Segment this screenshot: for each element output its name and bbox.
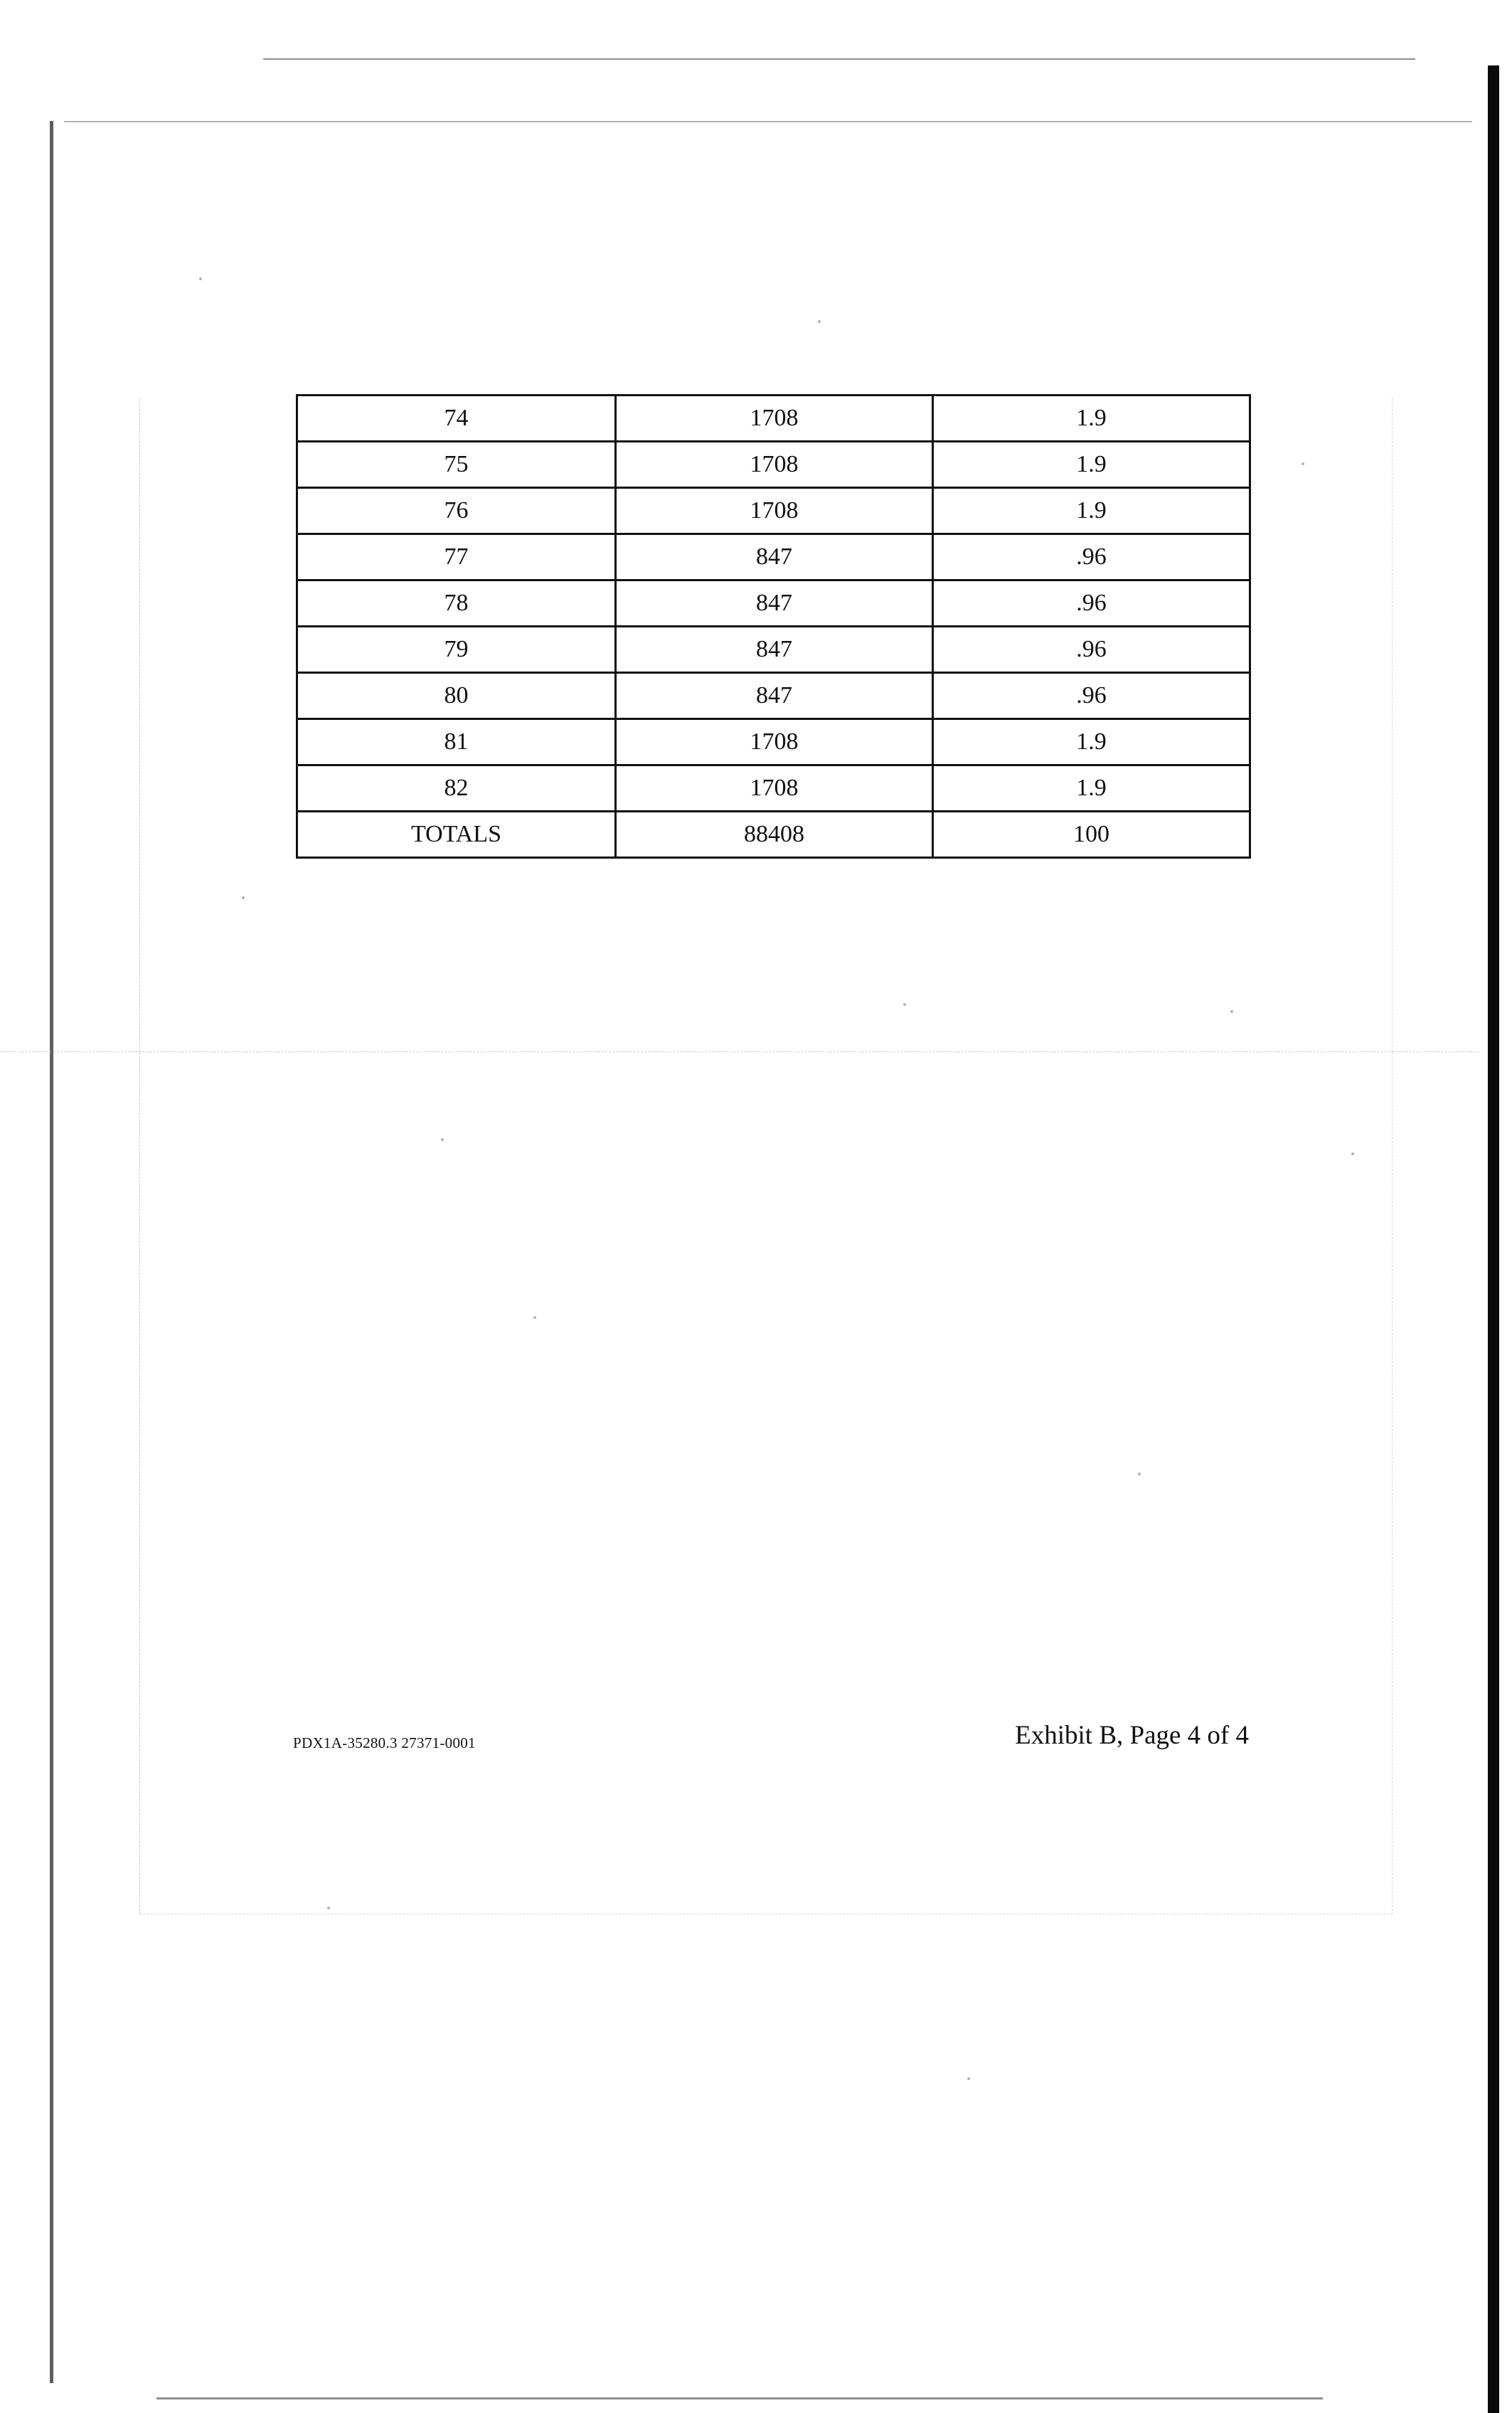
table-cell-col2: 847 bbox=[616, 534, 933, 580]
table-cell-col2: 847 bbox=[616, 580, 933, 627]
table-cell-col3: 1.9 bbox=[933, 488, 1250, 534]
scan-speck bbox=[533, 1316, 536, 1319]
table-cell-col1: 79 bbox=[297, 627, 616, 673]
table-cell-col3: .96 bbox=[933, 627, 1250, 673]
table-row bbox=[297, 673, 1250, 719]
scan-speck bbox=[1138, 1473, 1141, 1475]
table-row bbox=[297, 442, 1250, 488]
table-row bbox=[297, 627, 1250, 673]
table-cell-col3: 1.9 bbox=[933, 719, 1250, 765]
table-cell-col1: 74 bbox=[297, 396, 616, 442]
totals-label: TOTALS bbox=[297, 812, 616, 858]
scan-speck bbox=[242, 896, 245, 899]
scan-speck bbox=[199, 277, 202, 280]
scan-artifact-left-edge bbox=[50, 121, 53, 2383]
table-cell-col3: .96 bbox=[933, 673, 1250, 719]
scan-speck bbox=[1351, 1152, 1354, 1155]
table-cell-col1: 76 bbox=[297, 488, 616, 534]
table-cell-col1: 78 bbox=[297, 580, 616, 627]
scan-speck bbox=[1301, 462, 1304, 465]
document-id: PDX1A-35280.3 27371-0001 bbox=[293, 1734, 476, 1751]
table-cell-col3: 1.9 bbox=[933, 765, 1250, 812]
table-cell-col2: 847 bbox=[616, 673, 933, 719]
table-cell-col2: 1708 bbox=[616, 396, 933, 442]
scan-speck bbox=[903, 1003, 906, 1006]
table-row bbox=[297, 580, 1250, 627]
table-cell-col3: 1.9 bbox=[933, 396, 1250, 442]
totals-percent: 100 bbox=[933, 812, 1250, 858]
scan-artifact-bottom-line bbox=[156, 2397, 1323, 2399]
table-cell-col2: 1708 bbox=[616, 719, 933, 765]
table-row bbox=[297, 719, 1250, 765]
table-cell-col1: 82 bbox=[297, 765, 616, 812]
table-row bbox=[297, 534, 1250, 580]
scan-speck bbox=[967, 2077, 970, 2080]
totals-count: 88408 bbox=[616, 812, 933, 858]
table-cell-col3: .96 bbox=[933, 534, 1250, 580]
table-row bbox=[297, 488, 1250, 534]
table-cell-col2: 847 bbox=[616, 627, 933, 673]
scan-speck bbox=[1230, 1010, 1233, 1013]
table-cell-col1: 81 bbox=[297, 719, 616, 765]
table-cell-col1: 77 bbox=[297, 534, 616, 580]
table-totals-row bbox=[297, 812, 1250, 858]
table-row bbox=[297, 396, 1250, 442]
scan-artifact-frame-line bbox=[64, 121, 1472, 122]
table-cell-col2: 1708 bbox=[616, 488, 933, 534]
table-cell-col3: .96 bbox=[933, 580, 1250, 627]
scan-artifact-top-line bbox=[263, 58, 1415, 60]
table-cell-col2: 1708 bbox=[616, 765, 933, 812]
scan-artifact-right-edge bbox=[1488, 65, 1499, 2413]
scan-speck bbox=[441, 1138, 444, 1141]
exhibit-page-label: Exhibit B, Page 4 of 4 bbox=[1015, 1721, 1249, 1750]
scan-artifact-fold-line bbox=[0, 1051, 1479, 1053]
data-table bbox=[296, 394, 1251, 859]
table-body bbox=[297, 396, 1250, 858]
table-row bbox=[297, 765, 1250, 812]
table-cell-col1: 75 bbox=[297, 442, 616, 488]
table-cell-col3: 1.9 bbox=[933, 442, 1250, 488]
scan-speck bbox=[818, 320, 821, 323]
scan-speck bbox=[327, 1906, 330, 1909]
table-cell-col1: 80 bbox=[297, 673, 616, 719]
table-cell-col2: 1708 bbox=[616, 442, 933, 488]
